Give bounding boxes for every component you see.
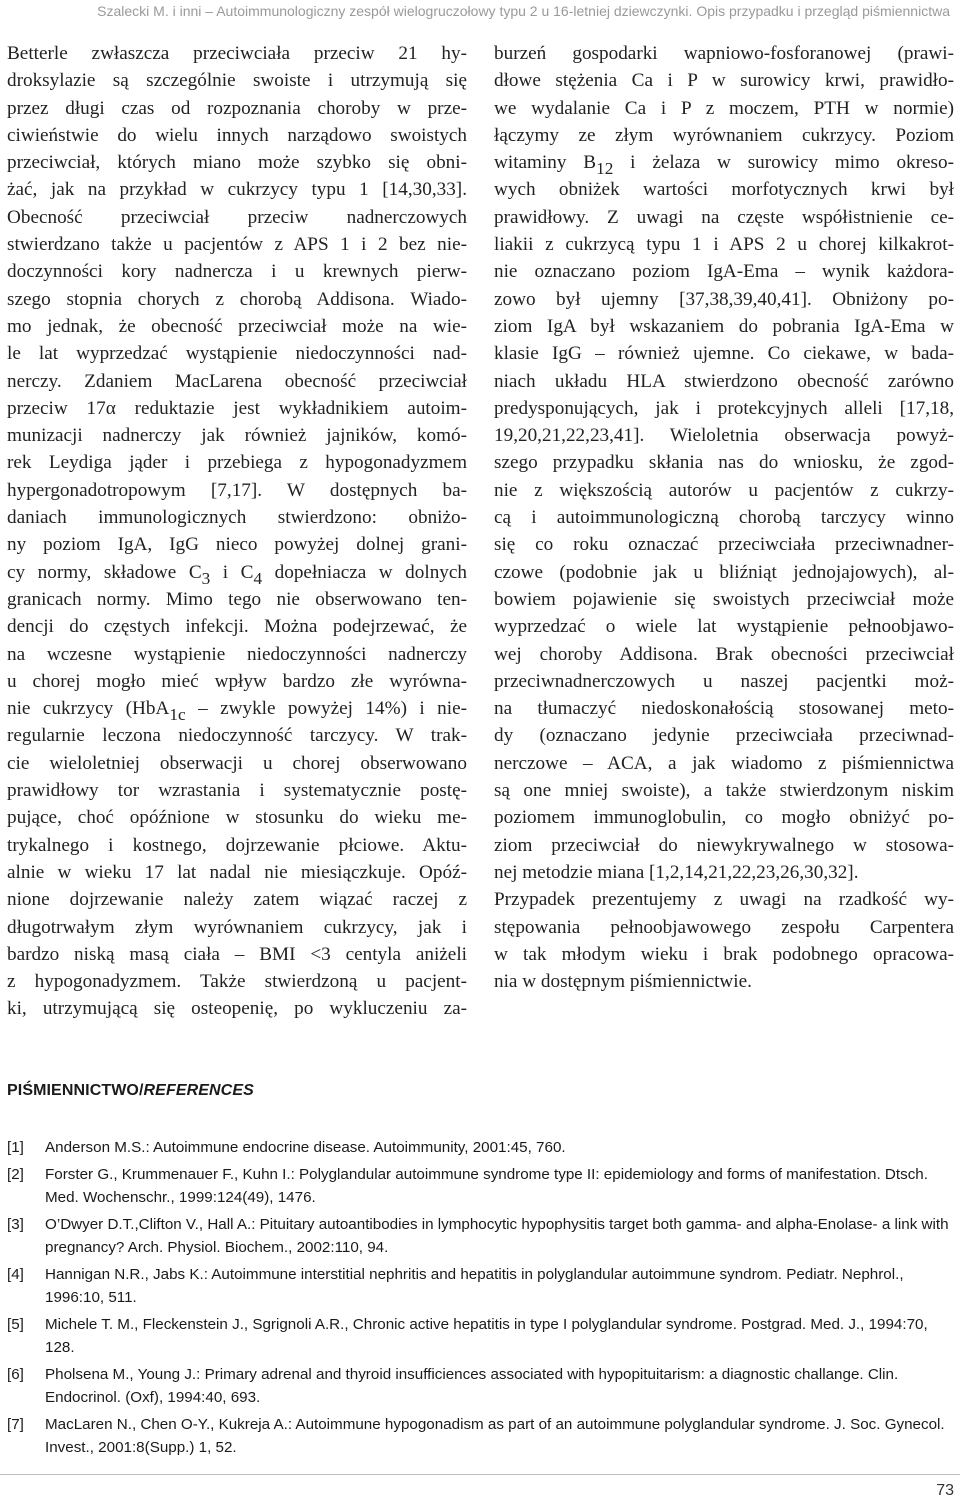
reference-text: Pholsena M., Young J.: Primary adrenal and thyroid insufficiences associated with hypopituitarism: a diagnostic challange. Clin. Endocrinol. (Oxf), 1994:40, 693. — [45, 1366, 899, 1406]
reference-text: Anderson M.S.: Autoimmune endocrine disease. Autoimmunity, 2001:45, 760. — [45, 1139, 566, 1156]
footer-divider — [0, 1474, 960, 1475]
text-line: żać, jak na przykład w cukrzycy typu 1 [14,30,33]. — [7, 179, 467, 201]
text-line: mo jednak, że obecność przeciwciał może na wie- — [7, 315, 467, 337]
text-line: przeciw 17α reduktazie jest wykładnikiem autoim- — [7, 397, 467, 419]
text-line: łączymy ze złym wyrównaniem cukrzycy. Poziom — [494, 124, 954, 146]
text-line: liakii z cukrzycą typu 1 i APS 2 u chorej kilkakrot- — [494, 234, 954, 256]
text-line: nej metodzie miana [1,2,14,21,22,23,26,30,32]. — [494, 861, 859, 883]
text-line: klasie IgG – również ujemne. Co ciekawe, w bada- — [494, 343, 954, 365]
text-line: się co roku oznaczać przeciwciała przeciwnadner- — [494, 534, 954, 556]
text-line: na wczesne wystąpienie niedoczynności nadnerczy — [7, 643, 467, 665]
text-line: ny poziom IgA, IgG nieco powyżej dolnej grani- — [7, 534, 467, 556]
text-line: munizacji nadnerczy jak również jajników, komó- — [7, 425, 467, 447]
text-line: le lat wyprzedzać wystąpienie niedoczynności nad- — [7, 343, 467, 365]
text-line: predysponujących, jak i protekcyjnych alleli [17,18, — [494, 397, 954, 419]
text-run: dopełniacza w dolnych — [262, 561, 467, 583]
text-line: na tłumaczyć niedoskonałością stosowanej meto- — [494, 698, 954, 720]
text-line: wych obniżek wartości morfotycznych krwi był — [494, 179, 954, 201]
reference-number: [3] — [7, 1216, 24, 1233]
text-run: i C — [210, 561, 254, 583]
text-line: alnie w wieku 17 lat nadal nie miesiączkuje. Opóź- — [7, 861, 467, 883]
text-line: nie z większością autorów u pacjentów z cukrzy- — [494, 479, 954, 501]
reference-number: [1] — [7, 1139, 24, 1156]
references-heading — [7, 1082, 254, 1100]
text-run: nie cukrzycy (HbA — [7, 698, 170, 720]
text-line: w tak młodym wieku i brak podobnego opracowa- — [494, 943, 954, 965]
text-line: dłowe stężenia Ca i P w surowicy krwi, prawidło- — [494, 70, 954, 92]
text-line: szego stopnia chorych z chorobą Addisona. Wiado- — [7, 288, 467, 310]
text-line: stwierdzano także u pacjentów z APS 1 i 2 bez nie- — [7, 234, 467, 256]
text-line: Betterle zwłaszcza przeciwciała przeciw 21 hy- — [7, 43, 467, 64]
text-line: nerczowe – ACA, a jak wiadomo z piśmiennictwa — [494, 752, 954, 774]
text-line: wyprzedzać o wiele lat wystąpienie pełnoobjawo- — [494, 616, 954, 638]
running-header-text: Szalecki M. i inni – Autoimmunologiczny zespół wielogruczołowy typu 2 u 16-letniej dziewczynki. Opis przypadku i przegląd piśmiennictwa — [97, 3, 950, 19]
text-line: dy (oznaczano jedynie przeciwciała przeciwnad- — [494, 725, 954, 747]
reference-text: Forster G., Krummenauer F., Kuhn I.: Polyglandular autoimmune syndrome type II: epidemiology and forms of manifestation. Dtsch. Med. Wochenschr., 1999:124(49), 1476. — [45, 1166, 928, 1206]
text-line: 19,20,21,22,23,41]. Wieloletnia obserwacja powyż- — [494, 425, 954, 447]
reference-item — [7, 1363, 955, 1409]
text-line: dencji do częstych infekcji. Można podejrzewać, że — [7, 616, 467, 638]
subscript: 1c — [169, 705, 186, 725]
reference-item — [7, 1213, 955, 1259]
text-line: długotrwałym złym wyrównaniem cukrzycy, jak i — [7, 916, 467, 938]
text-line — [494, 149, 954, 179]
text-line: ciwieństwie do wielu innych narządowo swoistych — [7, 124, 467, 146]
reference-number: [5] — [7, 1316, 24, 1333]
text-line: prawidłowy. Z uwagi na częste współistnienie ce- — [494, 206, 954, 228]
reference-item — [7, 1313, 955, 1359]
reference-number: [6] — [7, 1366, 24, 1383]
reference-number: [7] — [7, 1416, 24, 1433]
reference-text: MacLaren N., Chen O-Y., Kukreja A.: Autoimmune hypogonadism as part of an autoimmune polyglandular syndrome. J. Soc. Gynecol. Invest., 2001:8(Supp.) 1, 52. — [45, 1416, 945, 1456]
text-run: cy normy, składowe C — [7, 561, 202, 583]
body-text-left-column — [7, 40, 467, 1023]
text-line: poziomem immunoglobulin, co mogło obniżyć po- — [494, 807, 954, 829]
reference-text: Hannigan N.R., Jabs K.: Autoimmune interstitial nephritis and hepatitis in polyglandular autoimmune syndrom. Pediatr. Nephrol., 1996:10, 511. — [45, 1266, 904, 1306]
reference-text: O’Dwyer D.T.,Clifton V., Hall A.: Pituitary autoantibodies in lymphocytic hypophysitis target both gamma- and alpha-Enolase- a link with pregnancy? Arch. Physiol. Biochem., 2002:110, 94. — [45, 1216, 949, 1256]
text-line: przeciwciał, których miano może szybko się obni- — [7, 152, 467, 174]
text-line: wej choroby Addisona. Brak obecności przeciwciał — [494, 643, 954, 665]
reference-item — [7, 1136, 955, 1159]
subscript: 3 — [201, 568, 211, 588]
text-line: nia w dostępnym piśmiennictwie. — [494, 971, 752, 993]
text-line: stępowania pełnoobjawowego zespołu Carpentera — [494, 916, 954, 938]
text-line: ziom IgA był wskazaniem do pobrania IgA-Ema w — [494, 315, 954, 337]
references-heading-pl: PIŚMIENNICTWO/ — [7, 1082, 144, 1099]
text-line: nerczy. Zdaniem MacLarena obecność przeciwciał — [7, 370, 467, 392]
running-header — [0, 0, 960, 22]
text-line: ki, utrzymującą się osteopenię, po wykluczeniu za- — [7, 998, 467, 1020]
reference-item — [7, 1413, 955, 1459]
text-run: – zwykle powyżej 14%) i nie- — [185, 698, 468, 720]
text-line: pujące, choć opóźnione w stosunku do wieku me- — [7, 807, 467, 829]
text-line: przeciwnadnerczowych u naszej pacjentki moż- — [494, 670, 954, 692]
reference-number: [4] — [7, 1266, 24, 1283]
text-line: regularnie leczona niedoczynność tarczycy. W trak- — [7, 725, 467, 747]
text-line: cie wieloletniej obserwacji u chorej obserwowano — [7, 752, 467, 774]
text-line: rek Leydiga jąder i przebiega z hypogonadyzmem — [7, 452, 467, 474]
text-line: burzeń gospodarki wapniowo-fosforanowej (prawi- — [494, 43, 954, 64]
text-run: witaminy B — [494, 152, 597, 174]
text-run: i żelaza w surowicy mimo okreso- — [613, 152, 954, 174]
reference-number: [2] — [7, 1166, 24, 1183]
text-line: są one mniej swoiste), a także stwierdzonym niskim — [494, 780, 954, 802]
reference-item — [7, 1163, 955, 1209]
page-number: 73 — [936, 1482, 954, 1499]
text-line: bardzo niską masą ciała – BMI <3 centyla aniżeli — [7, 943, 467, 965]
text-line: u chorej mogło mieć wpływ bardzo złe wyrówna- — [7, 670, 467, 692]
text-line: droksylazie są szczególnie swoiste i utrzymują się — [7, 70, 467, 92]
text-line: szego przypadku skłania nas do wniosku, że zgod- — [494, 452, 954, 474]
text-line: niach układu HLA stwierdzono obecność zarówno — [494, 370, 954, 392]
text-line: zowo był ujemny [37,38,39,40,41]. Obniżony po- — [494, 288, 954, 310]
text-line: bowiem pojawienie się swoistych przeciwciał może — [494, 588, 954, 610]
text-line: daniach immunologicznych stwierdzono: obniżo- — [7, 507, 467, 529]
text-line: Przypadek prezentujemy z uwagi na rzadkość wy- — [494, 889, 954, 911]
text-line: we wydalanie Ca i P z moczem, PTH w normie) — [494, 97, 954, 119]
text-line: hypergonadotropowym [7,17]. W dostępnych ba- — [7, 479, 467, 501]
subscript: 12 — [596, 159, 614, 179]
text-line: granicach normy. Mimo tego nie obserwowano ten- — [7, 588, 467, 610]
references-heading-en: REFERENCES — [143, 1082, 254, 1099]
text-line: czowe (podobnie jak u bliźniąt jednojajowych), al- — [494, 561, 954, 583]
text-line: trykalnego i kostnego, dojrzewanie płciowe. Aktu- — [7, 834, 467, 856]
text-line — [7, 559, 467, 586]
reference-text: Michele T. M., Fleckenstein J., Sgrignoli A.R., Chronic active hepatitis in type I polyglandular syndrome. Postgrad. Med. J., 1994:70, 128. — [45, 1316, 928, 1356]
text-line: Obecność przeciwciał przeciw nadnerczowych — [7, 206, 467, 228]
subscript: 4 — [253, 568, 263, 588]
reference-item — [7, 1263, 955, 1309]
text-line: nie oznaczano poziom IgA-Ema – wynik każdora- — [494, 261, 954, 283]
text-line — [7, 695, 468, 725]
text-line: przez długi czas od rozpoznania choroby w prze- — [7, 97, 467, 119]
text-line: doczynności kory nadnercza i u krewnych pierw- — [7, 261, 467, 283]
text-line: prawidłowy tor wzrastania i systematycznie postę- — [7, 780, 467, 802]
text-line: cą i autoimmunologiczną chorobą tarczycy winno — [494, 507, 954, 529]
body-text-right-column — [494, 40, 954, 995]
references-list — [7, 1136, 955, 1463]
text-line: ziom przeciwciał do niewykrywalnego w stosowa- — [494, 834, 954, 856]
text-line: nione dojrzewanie należy zatem wiązać raczej z — [7, 889, 467, 911]
text-line: z hypogonadyzmem. Także stwierdzoną u pacjent- — [7, 971, 467, 993]
